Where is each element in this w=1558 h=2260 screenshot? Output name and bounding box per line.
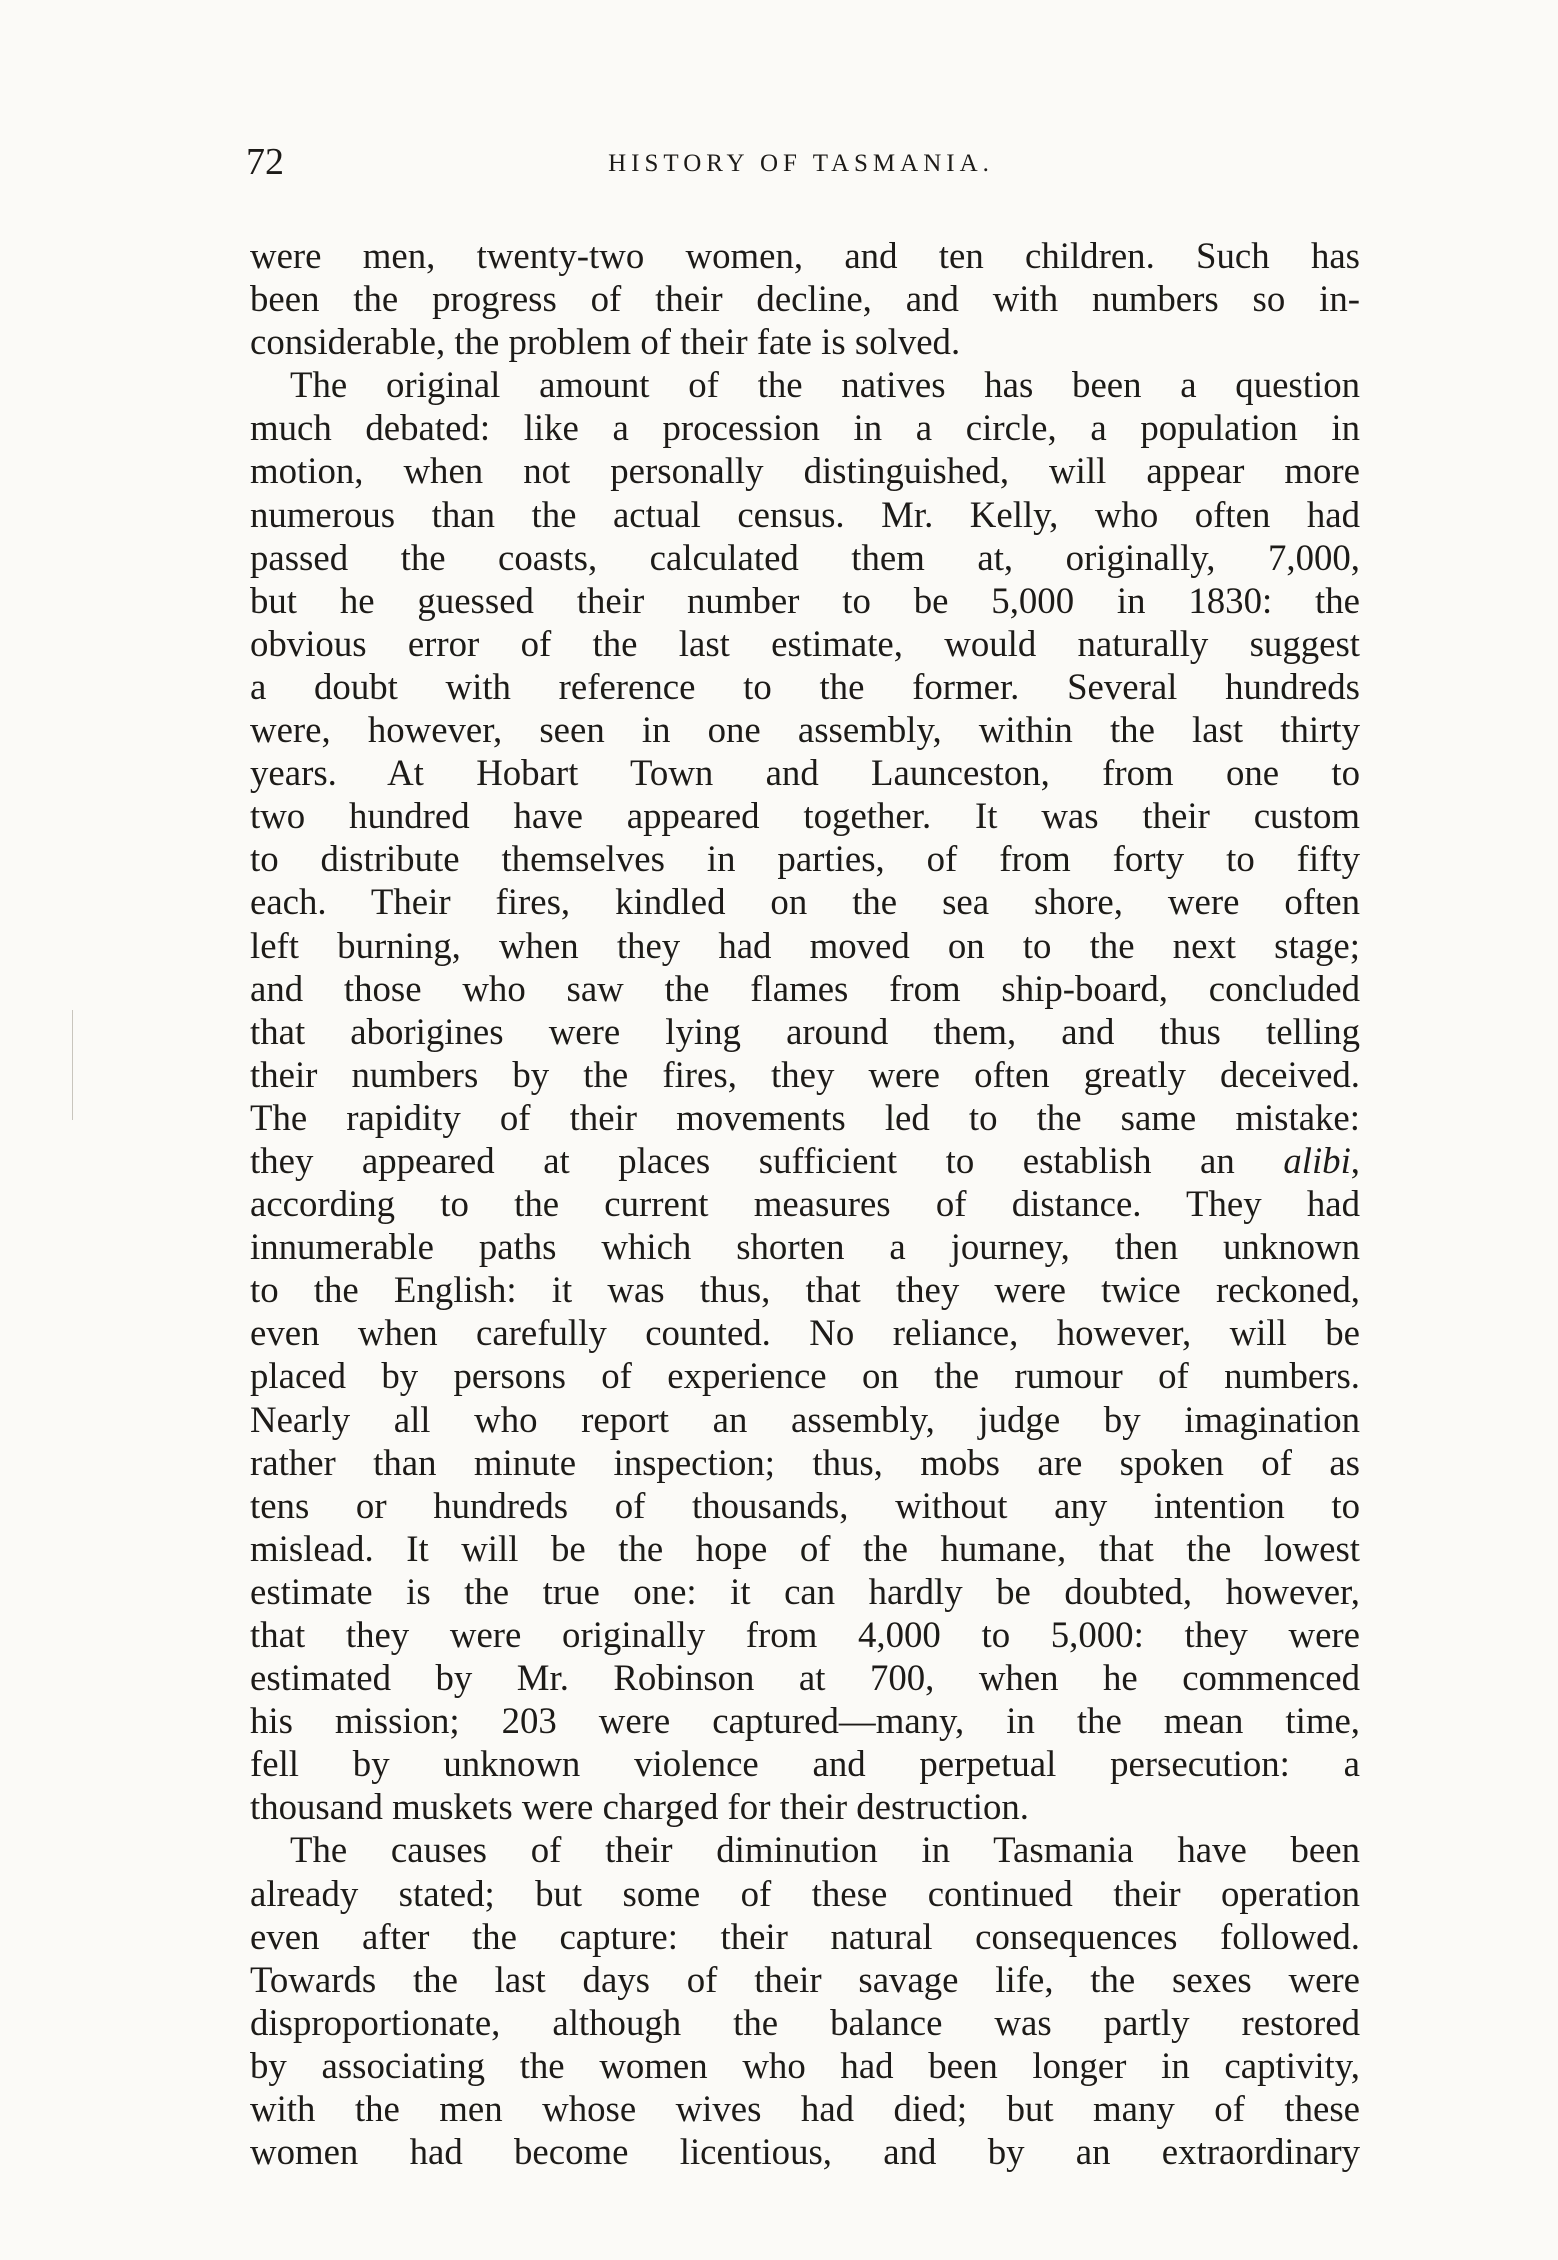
text-line: even when carefully counted. No reliance, however, will be — [250, 1312, 1360, 1354]
text-line: were, however, seen in one assembly, within the last thirty — [250, 709, 1360, 751]
text-line: estimate is the true one: it can hardly be doubted, however, — [250, 1570, 1360, 1612]
text-line: been the progress of their decline, and with numbers so in- — [250, 278, 1360, 320]
text-line: considerable, the problem of their fate is solved. — [250, 321, 961, 363]
text-line: Towards the last days of their savage life, the sexes were — [250, 1958, 1360, 2000]
body-text — [250, 234, 1360, 2173]
running-title: HISTORY OF TASMANIA. — [608, 150, 994, 177]
text-line: but he guessed their number to be 5,000 in 1830: the — [250, 579, 1360, 621]
page-number: 72 — [246, 141, 284, 183]
text-line: numerous than the actual census. Mr. Kelly, who often had — [250, 493, 1360, 535]
text-line: The causes of their diminution in Tasmania have been — [290, 1829, 1360, 1871]
text-line: mislead. It will be the hope of the humane, that the lowest — [250, 1527, 1360, 1569]
text-line: a doubt with reference to the former. Several hundreds — [250, 665, 1360, 707]
text-line: obvious error of the last estimate, would naturally suggest — [250, 622, 1360, 664]
text-line: The original amount of the natives has been a question — [290, 364, 1360, 406]
text-line: motion, when not personally distinguished, will appear more — [250, 450, 1360, 492]
text-line: rather than minute inspection; thus, mobs are spoken of as — [250, 1441, 1360, 1483]
text-line: tens or hundreds of thousands, without any intention to — [250, 1484, 1360, 1526]
text-line: to distribute themselves in parties, of from forty to fifty — [250, 838, 1360, 880]
text-line: to the English: it was thus, that they were twice reckoned, — [250, 1269, 1360, 1311]
text-line: already stated; but some of these continued their operation — [250, 1872, 1360, 1914]
text-line: much debated: like a procession in a circle, a population in — [250, 407, 1360, 449]
text-segment: , — [1350, 1139, 1360, 1181]
text-line: women had become licentious, and by an extraordinary — [250, 2131, 1360, 2173]
text-line: fell by unknown violence and perpetual persecution: a — [250, 1743, 1360, 1785]
text-line: according to the current measures of distance. They had — [250, 1183, 1360, 1225]
text-line: years. At Hobart Town and Launceston, from one to — [250, 752, 1360, 794]
text-line: The rapidity of their movements led to the same mistake: — [250, 1096, 1360, 1138]
text-line: and those who saw the flames from ship-board, concluded — [250, 967, 1360, 1009]
text-line: placed by persons of experience on the rumour of numbers. — [250, 1355, 1360, 1397]
text-line: two hundred have appeared together. It was their custom — [250, 795, 1360, 837]
italic-term: alibi — [1283, 1139, 1351, 1181]
text-line: with the men whose wives had died; but many of these — [250, 2088, 1360, 2130]
text-line: innumerable paths which shorten a journey, then unknown — [250, 1226, 1360, 1268]
text-line: their numbers by the fires, they were often greatly deceived. — [250, 1053, 1360, 1095]
text-line: that aborigines were lying around them, and thus telling — [250, 1010, 1360, 1052]
text-line: that they were originally from 4,000 to 5,000: they were — [250, 1614, 1360, 1655]
text-line: left burning, when they had moved on to the next stage; — [250, 924, 1360, 966]
page-edge-mark — [72, 1010, 73, 1120]
text-segment: they appeared at places sufficient to establish an — [250, 1139, 1284, 1181]
text-line: Nearly all who report an assembly, judge by imagination — [250, 1398, 1360, 1440]
page-header — [240, 140, 1362, 190]
text-line: each. Their fires, kindled on the sea shore, were often — [250, 881, 1360, 923]
text-line: even after the capture: their natural consequences followed. — [250, 1915, 1360, 1957]
text-line — [250, 1139, 1360, 1182]
text-line: his mission; 203 were captured—many, in the mean time, — [250, 1700, 1360, 1742]
text-line: thousand muskets were charged for their destruction. — [250, 1786, 1029, 1828]
text-line: were men, twenty-two women, and ten children. Such has — [250, 235, 1360, 276]
text-line: estimated by Mr. Robinson at 700, when he commenced — [250, 1657, 1360, 1699]
text-line: disproportionate, although the balance was partly restored — [250, 2001, 1360, 2043]
text-line: by associating the women who had been longer in captivity, — [250, 2044, 1360, 2086]
text-line: passed the coasts, calculated them at, originally, 7,000, — [250, 536, 1360, 578]
